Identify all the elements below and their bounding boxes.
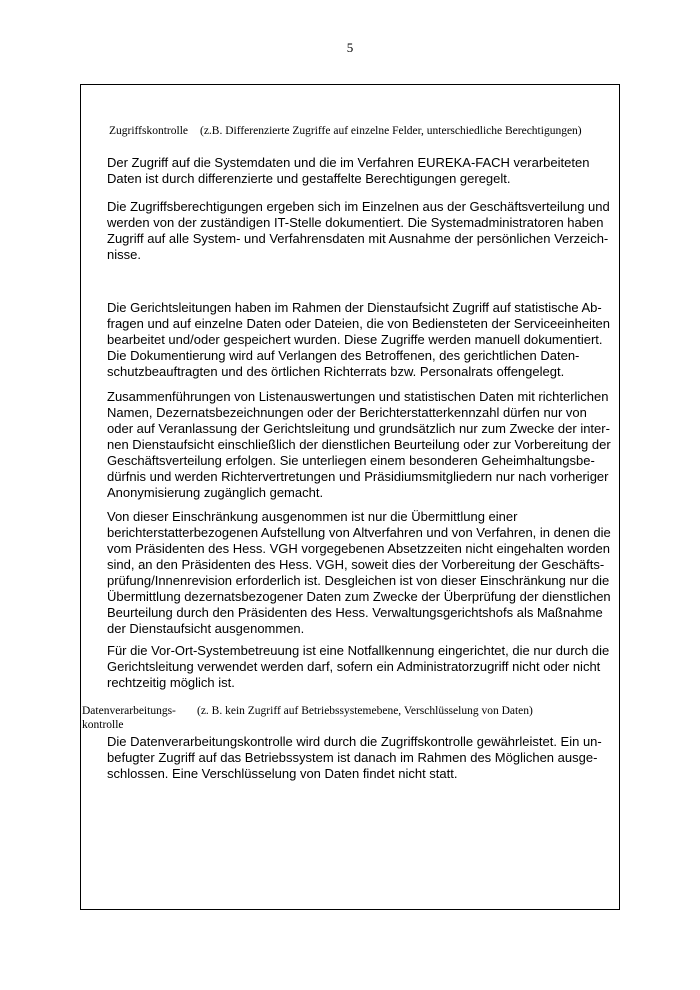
text-line: fragen und auf einzelne Daten oder Dateien, die von Bediensteten der Serviceeinheiten [107,316,611,331]
section-hint-access: (z.B. Differenzierte Zugriffe auf einzelne Felder, unterschiedliche Berechtigungen) [200,125,582,137]
paragraph-6 [107,643,617,691]
text-line: vom Präsidenten des Hess. VGH vorgegebenen Absetzzeiten nicht eingehalten worden [107,541,610,556]
text-line: Beurteilung durch den Präsidenten des Hess. Verwaltungsgerichtshofs als Maßnahme [107,605,603,620]
text-line: der Dienstaufsicht ausgenommen. [107,621,305,636]
text-line: werden von der zuständigen IT-Stelle dokumentiert. Die Systemadministratoren haben [107,215,604,230]
text-line: Namen, Dezernatsbezeichnungen oder der Berichterstatterkennzahl dürfen nur von [107,405,587,420]
text-line: Anonymisierung zugänglich gemacht. [107,485,324,500]
text-line: prüfung/Innenrevision erforderlich ist. Desgleichen ist von dieser Einschränkung nur die [107,573,610,588]
paragraph-4 [107,389,617,501]
text-line: befugter Zugriff auf das Betriebssystem ist danach im Rahmen des Möglichen ausge- [107,750,598,765]
text-line: bearbeitet und/oder gespeichert wurden. Diese Zugriffe werden manuell dokumentiert. [107,332,603,347]
text-line: Der Zugriff auf die Systemdaten und die im Verfahren EUREKA-FACH verarbeiteten [107,155,590,170]
text-line: nisse. [107,247,141,262]
text-line: Die Zugriffsberechtigungen ergeben sich im Einzelnen aus der Geschäftsverteilung und [107,199,610,214]
section-label-access: Zugriffskontrolle [109,125,188,137]
section-label-processing [82,704,176,732]
text-line: Zusammenführungen von Listenauswertungen und statistischen Daten mit richterlichen [107,389,609,404]
text-line: rechtzeitig möglich ist. [107,675,235,690]
page-number: 5 [346,40,354,55]
text-line: Von dieser Einschränkung ausgenommen ist nur die Übermittlung einer [107,509,518,524]
paragraph-5 [107,509,617,637]
text-line: Die Dokumentierung wird auf Verlangen des Betroffenen, des gerichtlichen Daten- [107,348,580,363]
text-line: dürfnis und werden Richtervertretungen und Präsidiumsmitgliedern nur nach vorheriger [107,469,609,484]
text-line: Daten ist durch differenzierte und gestaffelte Berechtigungen geregelt. [107,171,511,186]
paragraph-3 [107,300,617,380]
text-line: Die Datenverarbeitungskontrolle wird durch die Zugriffskontrolle gewährleistet. Ein un- [107,734,602,749]
text-line: sind, an den Präsidenten des Hess. VGH, soweit dies der Vorbereitung der Geschäfts- [107,557,605,572]
text-line: schlossen. Eine Verschlüsselung von Daten findet nicht statt. [107,766,458,781]
text-line: Die Gerichtsleitungen haben im Rahmen der Dienstaufsicht Zugriff auf statistische Ab- [107,300,602,315]
paragraph-2 [107,199,617,263]
section-hint-processing: (z. B. kein Zugriff auf Betriebssystemebene, Verschlüsselung von Daten) [197,705,533,717]
text-line: Geschäftsverteilung erfolgen. Sie unterliegen einem besonderen Geheimhaltungsbe- [107,453,595,468]
text-line: Übermittlung dezernatsbezogener Daten zum Zwecke der Überprüfung der dienstlichen [107,589,611,604]
text-line: Zugriff auf alle System- und Verfahrensdaten mit Ausnahme der persönlichen Verzeich- [107,231,609,246]
text-line: Für die Vor-Ort-Systembetreuung ist eine Notfallkennung eingerichtet, die nur durch die [107,643,610,658]
text-line: schutzbeauftragten und des örtlichen Richterrats bzw. Personalrats offengelegt. [107,364,565,379]
section-label-line: kontrolle [82,719,124,731]
text-line: oder auf Veranlassung der Gerichtsleitung und grundsätzlich nur zum Zwecke der inter- [107,421,610,436]
paragraph-7 [107,734,617,782]
section-label-line: Datenverarbeitungs- [82,705,176,717]
text-line: Gerichtsleitung verwendet werden darf, sofern ein Administratorzugriff nicht oder nicht [107,659,601,674]
paragraph-1 [107,155,617,187]
text-line: nen Dienstaufsicht einschließlich der dienstlichen Beurteilung oder zur Vorbereitung der [107,437,611,452]
text-line: berichterstatterbezogenen Aufstellung von Altverfahren und von Verfahren, in denen die [107,525,611,540]
